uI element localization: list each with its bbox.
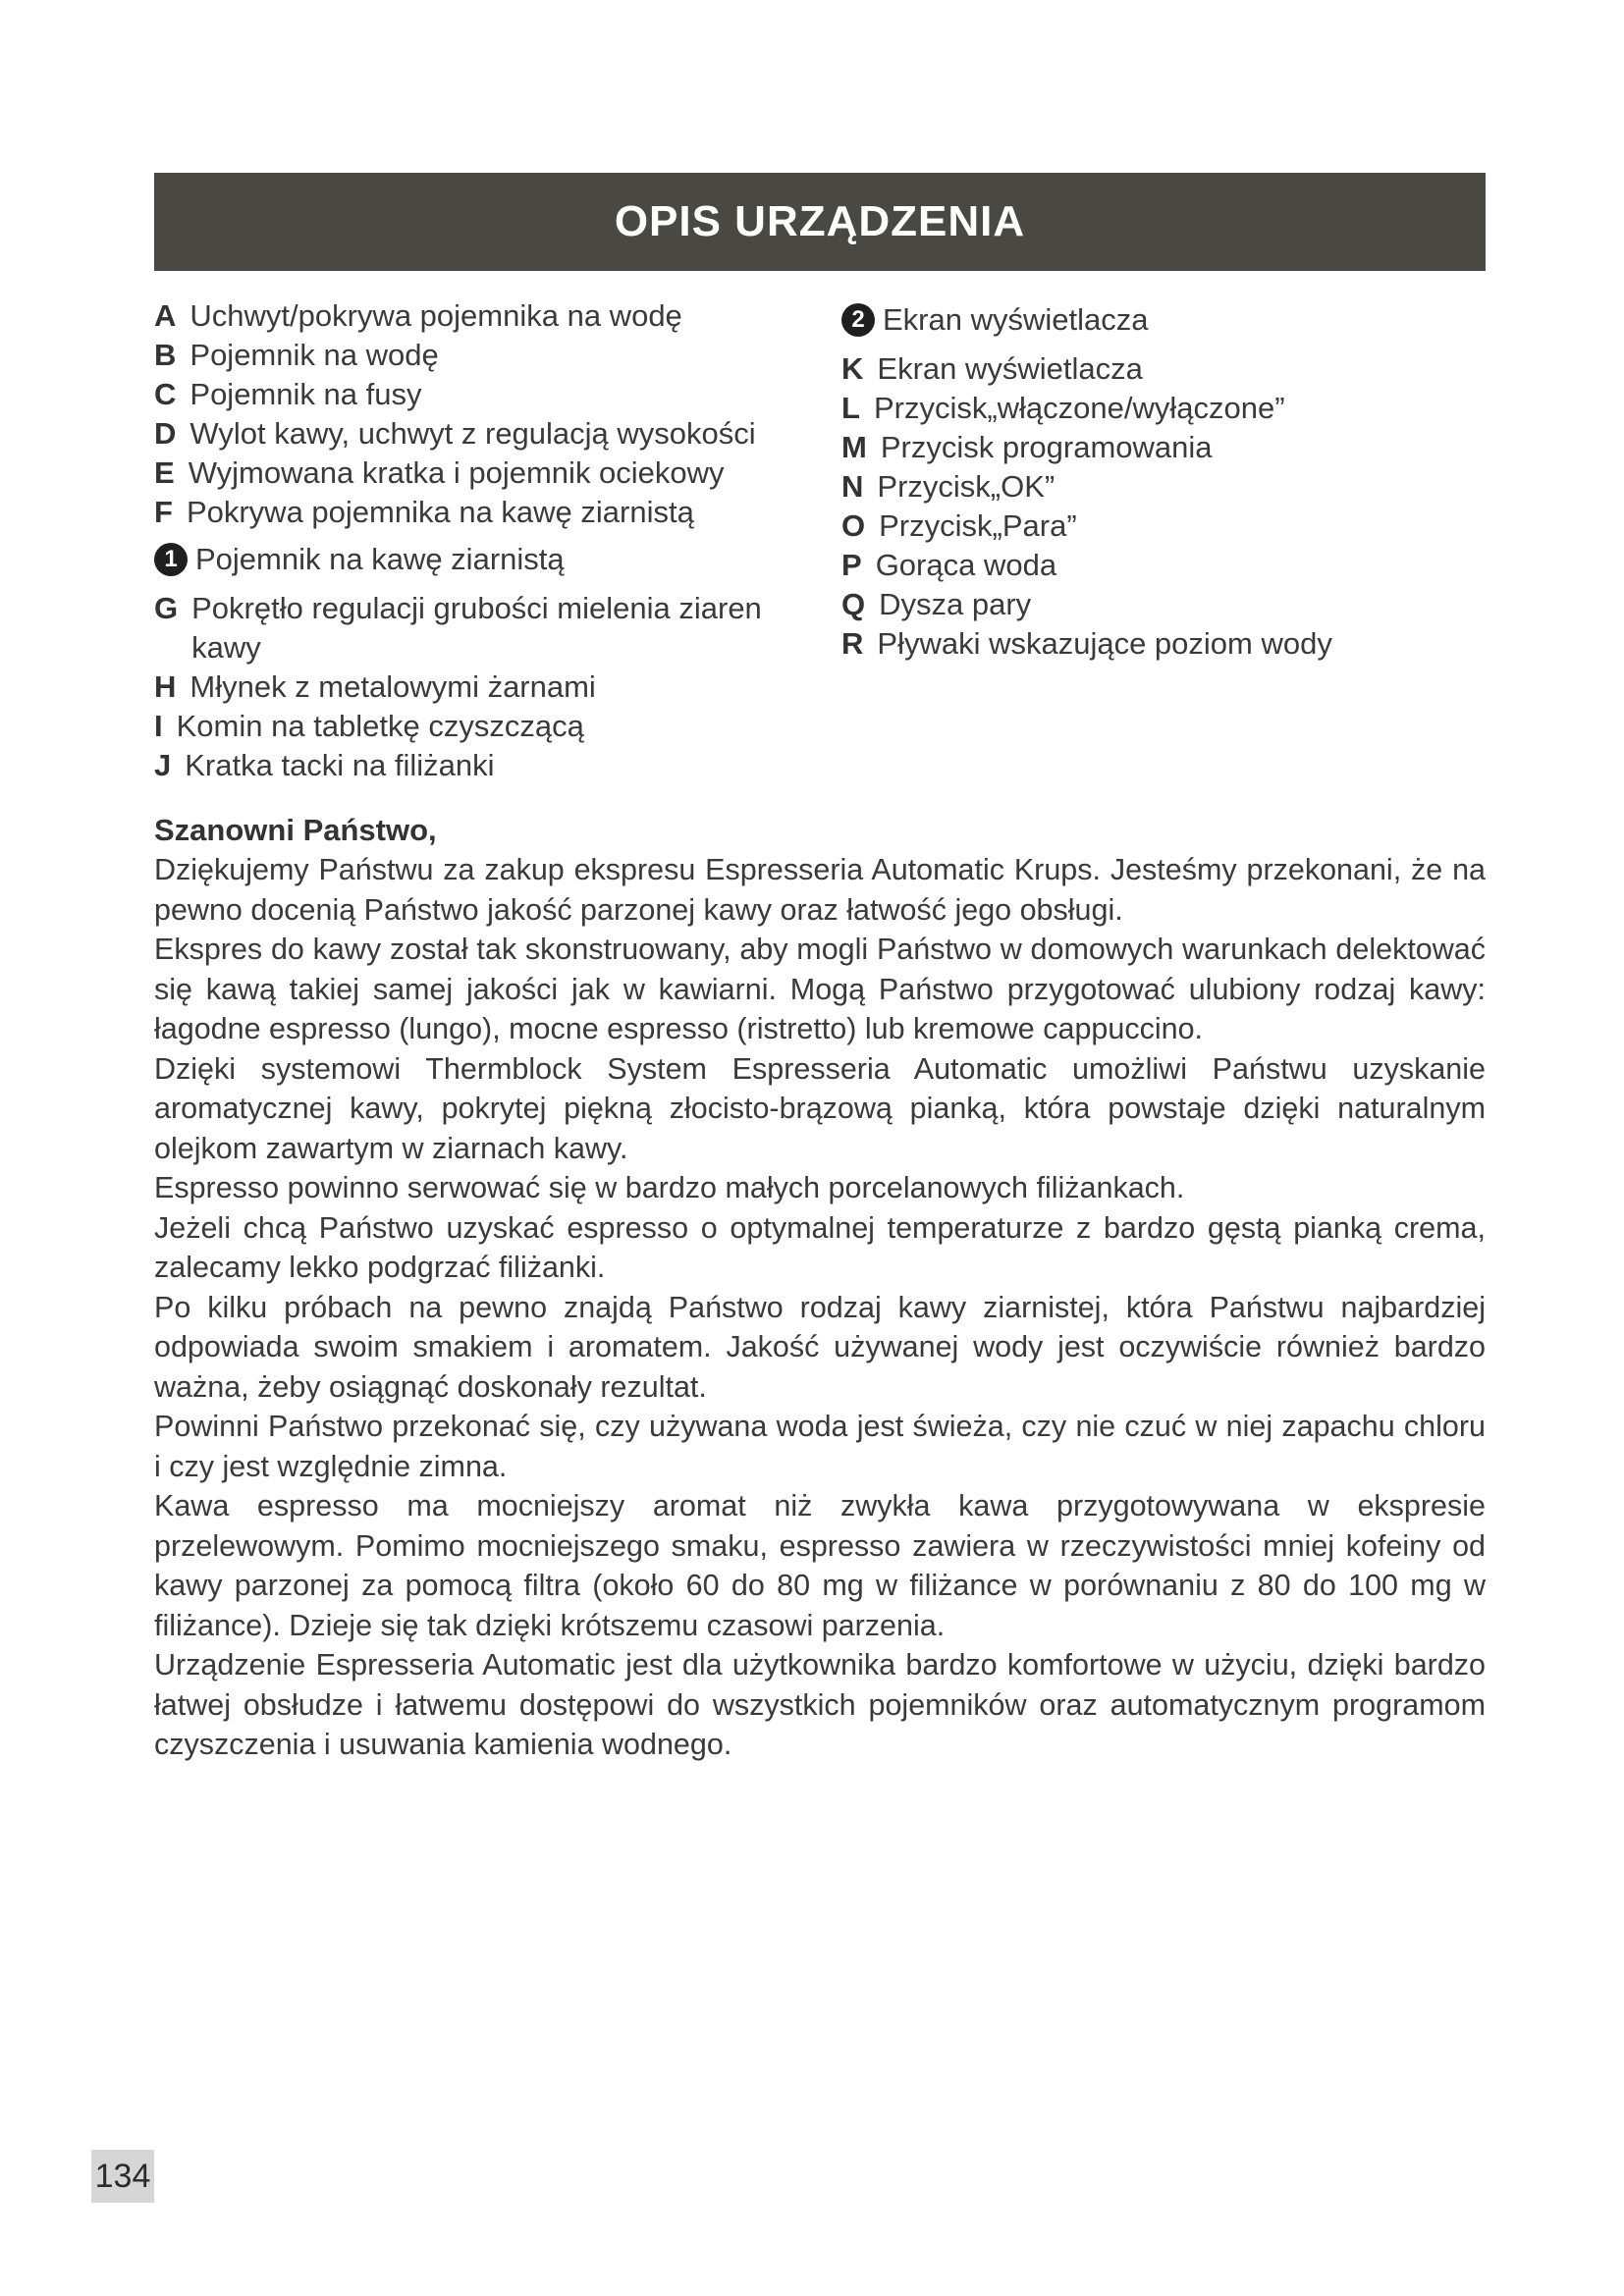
paragraph: Espresso powinno serwować się w bardzo małych porcelanowych filiżankach. [154, 1171, 1185, 1204]
paragraph: Kawa espresso ma mocniejszy aromat niż zwykła kawa przygotowywana w ekspresie przelewowym. Pomimo mocniejszego smaku, espresso zawiera w rzeczywistości mniej kofeiny od kawy parzonej za pomocą filtra (około 60 do 80 mg w filiżance w porównaniu z 80 do 100 mg w filiżance). Dzieje się tak dzięki krótszemu czasowi parzenia. [154, 1489, 1486, 1642]
item-letter: I [154, 709, 163, 743]
item-letter: O [841, 508, 866, 543]
group-heading-1 [154, 540, 802, 579]
paragraph: Urządzenie Espresseria Automatic jest dla użytkownika bardzo komfortowe w użyciu, dzięki bardzo łatwej obsłudze i łatwemu dostępowi do wszystkich pojemników oraz automatycznym programom czyszczenia i usuwania kamienia wodnego. [154, 1648, 1486, 1761]
item-letter: B [154, 338, 177, 372]
section-header [154, 173, 1486, 271]
item-text: Przycisk„włączone/wyłączone” [873, 391, 1285, 425]
item-text: Wyjmowana kratka i pojemnik ociekowy [188, 455, 725, 490]
item-text: Komin na tabletkę czyszczącą [176, 709, 584, 743]
item-text: Gorąca woda [875, 548, 1057, 582]
section-title: OPIS URZĄDZENIA [614, 197, 1026, 245]
item-letter: G [154, 591, 179, 625]
item-letter: J [154, 748, 172, 782]
group-heading-2 [841, 300, 1486, 340]
item-letter: H [154, 669, 177, 704]
list-item [841, 389, 1486, 428]
paragraph: Dzięki systemowi Thermblock System Espresseria Automatic umożliwi Państwu uzyskanie aromatycznej kawy, pokrytej piękną złocisto-brązową pianką, która powstaje dzięki naturalnym olejkom zawartym w ziarnach kawy. [154, 1051, 1486, 1165]
number-2-icon: 2 [841, 303, 875, 337]
item-text: Dysza pary [879, 587, 1032, 621]
item-letter: N [841, 469, 864, 504]
paragraph: Dziękujemy Państwu za zakup ekspresu Espresseria Automatic Krups. Jesteśmy przekonani, że na pewno docenią Państwo jakość parzonej kawy oraz łatwość jego obsługi. [154, 853, 1486, 927]
item-text: Pojemnik na fusy [189, 377, 422, 411]
list-item [154, 296, 802, 336]
item-text: Pływaki wskazujące poziom wody [877, 626, 1332, 661]
list-item [154, 336, 802, 375]
item-letter: F [154, 495, 173, 529]
list-item [154, 707, 802, 746]
item-letter: D [154, 416, 177, 451]
list-item [154, 493, 802, 532]
list-item [154, 589, 802, 667]
list-item [841, 507, 1486, 546]
item-text: Przycisk programowania [880, 430, 1213, 464]
page-number: 134 [91, 2150, 154, 2203]
paragraph: Powinni Państwo przekonać się, czy używana woda jest świeża, czy nie czuć w niej zapachu chloru i czy jest względnie zimna. [154, 1410, 1486, 1483]
item-letter: C [154, 377, 177, 411]
item-letter: K [841, 351, 864, 386]
item-text: Pokrywa pojemnika na kawę ziarnistą [186, 495, 694, 529]
item-letter: Q [841, 587, 866, 621]
item-text: Pokrętło regulacji grubości mielenia ziaren kawy [191, 591, 762, 665]
greeting: Szanowni Państwo, [154, 813, 437, 847]
intro-text [154, 811, 1486, 1765]
item-text: Pojemnik na wodę [189, 338, 439, 372]
item-text: Wylot kawy, uchwyt z regulacją wysokości [189, 416, 756, 451]
item-letter: A [154, 298, 177, 333]
item-text: Młynek z metalowymi żarnami [189, 669, 596, 704]
paragraph: Ekspres do kawy został tak skonstruowany, aby mogli Państwo w domowych warunkach delektować się kawą takiej samej jakości jak w kawiarni. Mogą Państwo przygotować ulubiony rodzaj kawy: łagodne espresso (lungo), mocne espresso (ristretto) lub kremowe cappuccino. [154, 933, 1486, 1045]
list-item [841, 428, 1486, 467]
item-letter: P [841, 548, 862, 582]
list-item [154, 414, 802, 454]
list-item [154, 375, 802, 414]
item-text: Uchwyt/pokrywa pojemnika na wodę [189, 298, 682, 333]
item-text: Przycisk„Para” [879, 508, 1077, 543]
number-1-icon: 1 [154, 543, 188, 576]
paragraph: Jeżeli chcą Państwo uzyskać espresso o optymalnej temperaturze z bardzo gęstą pianką crema, zalecamy lekko podgrzać filiżanki. [154, 1210, 1486, 1284]
list-item [841, 585, 1486, 624]
parts-list-left [154, 296, 802, 785]
list-item [154, 746, 802, 785]
list-item [841, 467, 1486, 507]
item-letter: R [841, 626, 864, 661]
item-text: Ekran wyświetlacza [877, 351, 1143, 386]
list-item [154, 454, 802, 493]
item-letter: L [841, 391, 860, 425]
group-label: Pojemnik na kawę ziarnistą [195, 542, 565, 576]
list-item [154, 667, 802, 707]
paragraph: Po kilku próbach na pewno znajdą Państwo rodzaj kawy ziarnistej, która Państwu najbardziej odpowiada swoim smakiem i aromatem. Jakość używanej wody jest oczywiście również bardzo ważna, żeby osiągnąć doskonały rezultat. [154, 1290, 1486, 1404]
item-letter: E [154, 455, 175, 490]
list-item [841, 546, 1486, 585]
item-letter: M [841, 430, 867, 464]
item-text: Przycisk„OK” [877, 469, 1056, 504]
parts-list-right [841, 300, 1486, 664]
item-text: Kratka tacki na filiżanki [185, 748, 495, 782]
list-item [841, 624, 1486, 664]
list-item [841, 349, 1486, 389]
group-label: Ekran wyświetlacza [883, 302, 1149, 337]
